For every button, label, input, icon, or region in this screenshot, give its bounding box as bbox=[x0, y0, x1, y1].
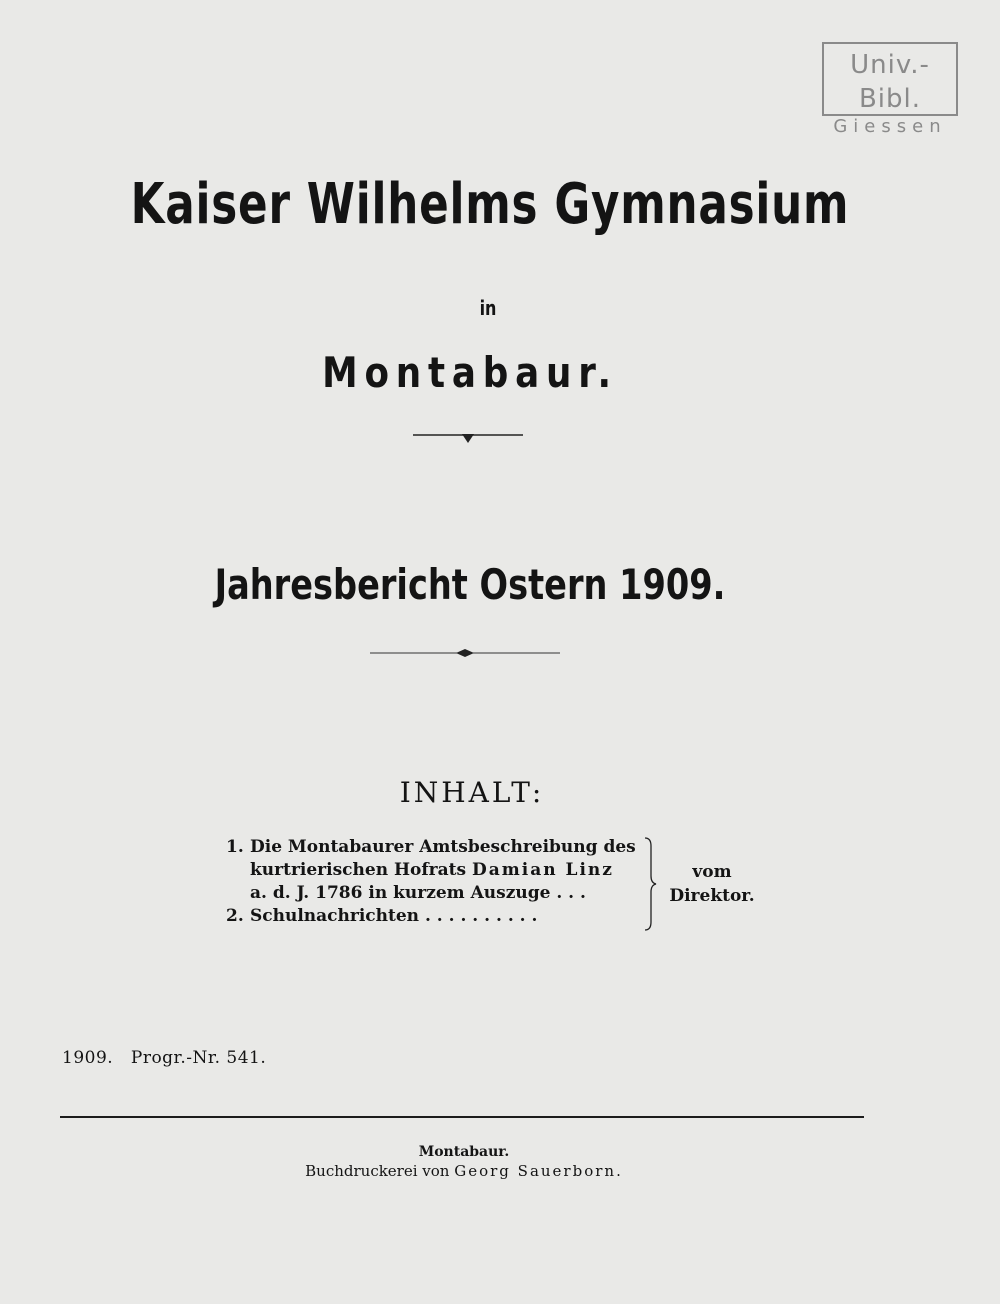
table-of-contents bbox=[226, 836, 666, 928]
author-name: Damian Linz bbox=[472, 860, 614, 880]
item-text: kurtrierischen Hofrats bbox=[250, 860, 467, 880]
town-name: Montabaur. bbox=[322, 348, 618, 397]
item-text: a. d. J. 1786 in kurzem Auszuge . . . bbox=[250, 883, 586, 903]
ornament-rule-icon bbox=[370, 645, 560, 661]
list-item bbox=[226, 905, 666, 928]
item-text: Die Montabaurer Amtsbeschreibung des bbox=[250, 837, 636, 857]
right-brace-icon bbox=[642, 836, 658, 932]
title-connector: in bbox=[479, 296, 497, 320]
author-line-2: Direktor. bbox=[669, 886, 755, 906]
program-number: 1909. Progr.-Nr. 541. bbox=[62, 1048, 267, 1068]
item-number: 1. bbox=[226, 837, 244, 857]
school-title: Kaiser Wilhelms Gymnasium bbox=[130, 172, 850, 237]
report-title: Jahresbericht Ostern 1909. bbox=[214, 560, 726, 609]
footer-rule bbox=[60, 1116, 864, 1118]
item-number: 2. bbox=[226, 906, 244, 926]
stamp-line-1: Univ.-Bibl. bbox=[850, 50, 930, 114]
stamp-line-2: Giessen bbox=[833, 116, 947, 137]
list-item-continuation bbox=[226, 882, 666, 905]
library-stamp bbox=[822, 42, 958, 137]
author-line-1: vom bbox=[692, 862, 732, 882]
printer-name: Georg Sauerborn. bbox=[454, 1162, 623, 1180]
printer-prefix: Buchdruckerei von bbox=[305, 1162, 450, 1180]
imprint-printer bbox=[0, 1162, 964, 1180]
contents-author bbox=[662, 860, 762, 908]
list-item bbox=[226, 836, 666, 859]
imprint-place: Montabaur. bbox=[418, 1144, 510, 1160]
item-text: Schulnachrichten . . . . . . . . . . bbox=[250, 906, 538, 926]
list-item-continuation bbox=[226, 859, 666, 882]
ornament-divider-icon bbox=[413, 430, 523, 446]
contents-heading: INHALT: bbox=[399, 776, 545, 809]
